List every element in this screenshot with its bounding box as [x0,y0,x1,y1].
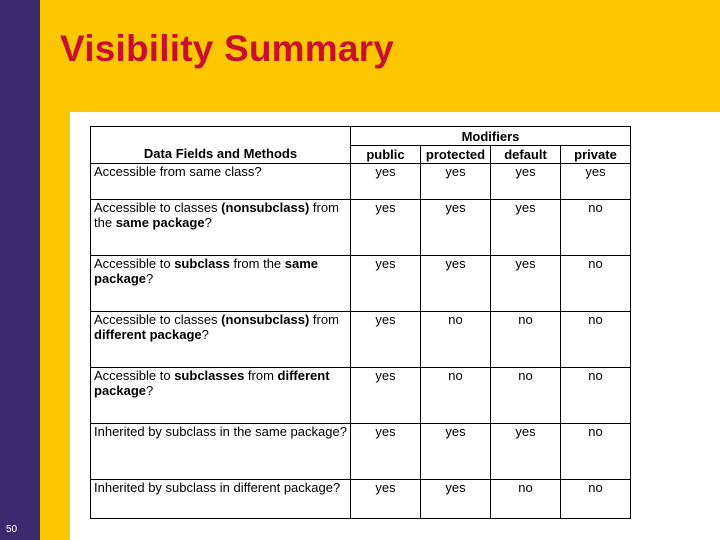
row-description-part: subclass [174,256,230,271]
cell-protected: yes [421,424,491,480]
page-title: Visibility Summary [60,28,394,69]
row-description-part: Accessible to [94,256,175,271]
cell-default: yes [491,200,561,256]
row-description-part: from [244,368,278,383]
cell-private: no [561,424,631,480]
table-row [91,312,631,368]
row-description-part: Inherited by subclass in the same package? [94,424,347,439]
row-description-part: Accessible to [94,368,175,383]
table-row [91,368,631,424]
cell-default: no [491,368,561,424]
row-description-part: ? [201,327,209,342]
table-row [91,200,631,256]
row-description [91,424,351,480]
row-description-part: Accessible to classes [94,200,222,215]
cell-private: yes [561,164,631,200]
row-description-part: (nonsubclass) [221,200,310,215]
table-row [91,164,631,200]
cell-public: yes [351,256,421,312]
cell-public: yes [351,312,421,368]
cell-default: no [491,312,561,368]
cell-protected: yes [421,200,491,256]
row-description-part: from [309,312,339,327]
modifier-header-protected: protected [421,146,491,164]
row-description [91,164,351,200]
cell-protected: yes [421,256,491,312]
row-description-part: different package [94,368,330,398]
cell-public: yes [351,164,421,200]
cell-private: no [561,312,631,368]
row-description-part: subclasses [174,368,245,383]
cell-public: yes [351,480,421,519]
cell-private: no [561,368,631,424]
modifier-header-public: public [351,146,421,164]
cell-default: yes [491,256,561,312]
cell-public: yes [351,368,421,424]
row-description-part: ? [204,215,212,230]
cell-private: no [561,480,631,519]
cell-public: yes [351,424,421,480]
row-description-part: from the [229,256,285,271]
cell-protected: no [421,368,491,424]
row-description-part: different package [94,327,202,342]
cell-default: yes [491,424,561,480]
row-description-part: Accessible to classes [94,312,222,327]
cell-protected: no [421,312,491,368]
col-header-fields: Data Fields and Methods [91,127,351,164]
row-description-part: (nonsubclass) [221,312,310,327]
cell-public: yes [351,200,421,256]
cell-protected: yes [421,164,491,200]
row-description-part: same package [94,256,319,286]
row-description-part: ? [146,383,154,398]
modifier-header-default: default [491,146,561,164]
visibility-table [90,126,631,519]
row-description-part: Accessible from same class? [94,164,262,179]
group-header-modifiers: Modifiers [351,127,631,146]
modifier-header-private: private [561,146,631,164]
row-description [91,256,351,312]
row-description-part: from the [94,200,339,230]
row-description [91,480,351,519]
cell-default: no [491,480,561,519]
cell-protected: yes [421,480,491,519]
table-body [91,164,631,519]
cell-private: no [561,256,631,312]
row-description [91,368,351,424]
row-description-part: Inherited by subclass in different package? [94,480,341,495]
row-description [91,200,351,256]
cell-default: yes [491,164,561,200]
left-purple-bar [0,0,40,540]
table-row [91,480,631,519]
row-description-part: same package [115,215,205,230]
row-description-part: ? [146,271,154,286]
row-description [91,312,351,368]
page-number: 50 [6,524,18,535]
left-yellow-band [40,112,70,540]
table-row [91,256,631,312]
table-row [91,424,631,480]
cell-private: no [561,200,631,256]
